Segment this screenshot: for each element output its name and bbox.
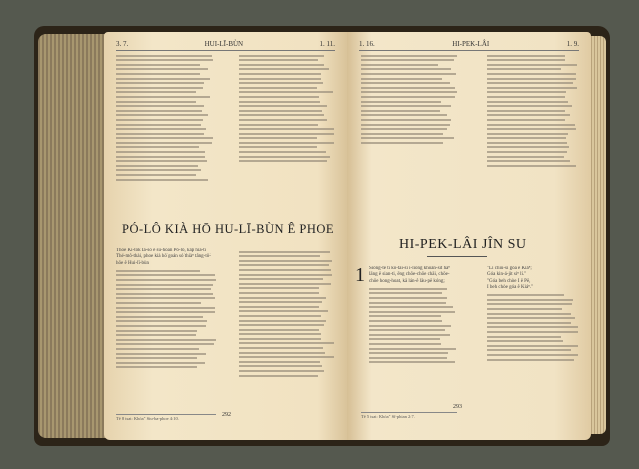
page-number: 293 (453, 404, 462, 410)
text-line (239, 310, 328, 312)
text-line (239, 365, 322, 367)
text-line (487, 87, 577, 89)
poetry-line: I beh chòe góa ê Kiáⁿ." (487, 285, 534, 291)
text-line (487, 354, 578, 356)
text-line (116, 307, 215, 309)
text-line (239, 105, 327, 107)
text-line (239, 73, 321, 75)
page-number: 292 (222, 412, 231, 418)
text-line (116, 101, 196, 103)
text-line (487, 317, 575, 319)
text-line (239, 96, 319, 98)
text-line (116, 82, 204, 84)
text-line (116, 343, 214, 345)
text-line (361, 119, 451, 121)
text-line (116, 357, 197, 359)
text-line (487, 55, 565, 57)
text-line (487, 313, 571, 315)
text-line (116, 133, 204, 135)
text-line (369, 338, 440, 340)
text-line (361, 64, 438, 66)
text-line (239, 110, 322, 112)
text-line (487, 91, 566, 93)
text-line (116, 124, 201, 126)
text-line (116, 96, 210, 98)
poetry-line: "Lí chiū-sī góa ê Kiáⁿ; (487, 266, 532, 271)
running-head: HI-PEK-LÂI (452, 40, 490, 48)
text-line (361, 78, 442, 80)
text-line (361, 101, 441, 103)
text-line (239, 306, 319, 308)
text-line (116, 151, 205, 153)
text-line (116, 137, 213, 139)
text-line (239, 255, 320, 257)
text-line (239, 264, 329, 266)
text-line (116, 169, 201, 171)
text-line (239, 151, 326, 153)
text-line (487, 146, 569, 148)
text-line (361, 82, 450, 84)
text-line (239, 133, 334, 135)
chapter-ref: 3. 7. (116, 40, 129, 48)
verse-text: Siōng-tè tī kó͘-tāi-sî i-liōng khoán-sit hāⁿ lāng ê sian-ti, ēng chōe-chōe chāi, chōe-chōe hong-hoat, kā lán-ê lāu-pē kóng; (369, 266, 450, 284)
text-line (116, 128, 206, 130)
text-line (369, 292, 442, 294)
text-line (487, 340, 563, 342)
text-line (361, 87, 455, 89)
text-line (369, 343, 441, 345)
text-line (487, 165, 576, 167)
text-line (116, 320, 207, 322)
text-line (487, 82, 573, 84)
text-line (116, 284, 213, 286)
text-line (116, 316, 203, 318)
right-page (347, 32, 591, 440)
left-page (104, 32, 347, 440)
text-line (239, 356, 334, 358)
text-line (239, 324, 324, 326)
text-line (361, 59, 454, 61)
page-edges-left (38, 34, 110, 438)
text-line (239, 292, 319, 294)
text-line (239, 283, 331, 285)
text-line (116, 160, 207, 162)
text-line (487, 331, 578, 333)
text-line (487, 308, 562, 310)
text-line (116, 348, 199, 350)
text-line (239, 160, 327, 162)
text-line (487, 78, 576, 80)
text-line (487, 124, 575, 126)
text-line (487, 160, 570, 162)
text-line (487, 59, 565, 61)
footnote: Tē 5 tsat: Khòa" Sî-phian 2:7. (361, 412, 457, 419)
text-column (487, 266, 579, 416)
text-line (239, 320, 326, 322)
text-line (369, 288, 447, 290)
text-line (239, 137, 317, 139)
text-line (116, 142, 212, 144)
text-line (239, 68, 329, 70)
left-page-header (116, 40, 335, 51)
text-line (487, 137, 566, 139)
text-line (116, 366, 197, 368)
text-line (487, 105, 572, 107)
text-line (361, 55, 457, 57)
text-line (239, 82, 323, 84)
text-line (239, 329, 319, 331)
text-line (116, 362, 205, 364)
text-line (487, 359, 574, 361)
text-column (239, 248, 335, 408)
right-page-header (359, 40, 579, 51)
text-column (487, 52, 579, 232)
text-line (239, 370, 324, 372)
chapter-ref: 1. 9. (566, 40, 579, 48)
text-line (369, 297, 447, 299)
text-line (239, 251, 330, 253)
text-line (239, 352, 325, 354)
text-line (116, 55, 212, 57)
text-line (487, 151, 567, 153)
text-line (487, 303, 572, 305)
text-line (116, 91, 196, 93)
text-line (487, 326, 578, 328)
text-line (361, 96, 455, 98)
text-line (239, 287, 319, 289)
text-line (369, 348, 456, 350)
text-line (239, 142, 334, 144)
verse-text: Thoe Ki-tok Iâ-so ê sù-hoān Pó-lô, kap hiā-tī Thé-mô-thài, phoe kià hō͘ goán só͘ thiàⁿ tâng-tô͘-hōe ê Hui-lī-bùn (116, 248, 211, 266)
text-line (239, 278, 323, 280)
text-line (239, 297, 326, 299)
text-line (116, 311, 215, 313)
running-head: HUI-LĪ-BÙN (204, 40, 244, 48)
text-line (116, 274, 215, 276)
text-line (116, 68, 208, 70)
text-column (369, 266, 457, 416)
text-line (116, 156, 205, 158)
text-line (369, 334, 450, 336)
text-line (239, 333, 321, 335)
footnote: Tē 8 tsat: Khòa" Siu-ba-phoe 4:10. (116, 414, 216, 421)
text-line (116, 288, 211, 290)
text-line (116, 293, 213, 295)
text-line (116, 302, 201, 304)
text-line (369, 329, 445, 331)
chapter-ref: 1. 16. (359, 40, 375, 48)
text-line (369, 315, 441, 317)
text-line (487, 322, 571, 324)
text-line (487, 114, 570, 116)
text-line (361, 91, 457, 93)
text-line (369, 311, 455, 313)
text-line (487, 142, 567, 144)
text-line (116, 339, 216, 341)
poetry-line: "Góa beh chòe I ê Pē, (487, 278, 531, 284)
text-line (361, 114, 447, 116)
text-line (361, 133, 443, 135)
text-line (239, 59, 318, 61)
text-line (116, 165, 198, 167)
text-line (116, 179, 208, 181)
text-column (116, 52, 216, 217)
text-line (369, 352, 448, 354)
text-line (361, 124, 450, 126)
text-line (361, 68, 451, 70)
text-line (369, 320, 442, 322)
text-line (239, 87, 317, 89)
text-line (239, 260, 332, 262)
text-line (239, 156, 330, 158)
text-line (361, 128, 447, 130)
text-line (239, 301, 322, 303)
text-line (239, 128, 334, 130)
text-line (239, 146, 317, 148)
text-line (239, 315, 321, 317)
text-line (116, 119, 203, 121)
text-line (487, 101, 568, 103)
text-line (239, 361, 320, 363)
text-line (487, 64, 577, 66)
text-line (487, 68, 561, 70)
text-column (116, 248, 216, 408)
text-line (487, 133, 568, 135)
text-line (116, 110, 202, 112)
text-line (487, 345, 578, 347)
text-line (487, 96, 565, 98)
text-line (361, 137, 454, 139)
text-line (116, 59, 213, 61)
text-line (369, 325, 451, 327)
text-line (239, 114, 324, 116)
text-line (116, 64, 200, 66)
text-line (116, 174, 196, 176)
text-line (239, 347, 323, 349)
text-line (487, 336, 561, 338)
text-line (239, 78, 321, 80)
text-line (116, 279, 216, 281)
poetry-line: Góa kin-á-jit siⁿ lí." (487, 272, 527, 278)
text-line (487, 294, 564, 296)
text-line (239, 269, 331, 271)
text-line (239, 124, 318, 126)
text-line (116, 297, 215, 299)
text-line (116, 325, 206, 327)
text-column (239, 52, 335, 217)
text-line (116, 87, 203, 89)
text-line (239, 101, 320, 103)
text-line (116, 330, 197, 332)
chapter-ref: 1. 11. (319, 40, 335, 48)
text-line (369, 357, 447, 359)
text-line (239, 55, 324, 57)
text-line (116, 334, 196, 336)
text-line (369, 306, 453, 308)
text-line (369, 302, 446, 304)
text-line (487, 299, 573, 301)
text-column (361, 52, 457, 232)
text-line (116, 105, 204, 107)
text-line (116, 73, 200, 75)
text-line (487, 349, 571, 351)
text-line (239, 342, 334, 344)
text-line (361, 142, 443, 144)
text-line (361, 73, 456, 75)
text-line (116, 270, 200, 272)
text-line (239, 338, 321, 340)
text-line (369, 361, 455, 363)
text-line (487, 73, 576, 75)
title-rule (427, 256, 487, 257)
text-line (239, 91, 333, 93)
text-line (239, 274, 332, 276)
text-line (116, 114, 208, 116)
text-line (487, 119, 565, 121)
text-line (239, 64, 324, 66)
text-line (361, 110, 440, 112)
chapter-number: 1 (355, 264, 365, 286)
book-title: PÓ-LÔ KIÀ HŌ HU-LĪ-BÙN Ê PHOE (122, 222, 335, 236)
book-title: HI-PEK-LÂI JÎN SU (399, 237, 527, 252)
text-line (239, 375, 318, 377)
text-line (116, 78, 210, 80)
text-line (487, 128, 576, 130)
text-line (116, 353, 206, 355)
text-line (487, 156, 564, 158)
text-line (361, 105, 451, 107)
text-line (239, 119, 327, 121)
text-line (487, 110, 565, 112)
text-line (116, 146, 199, 148)
